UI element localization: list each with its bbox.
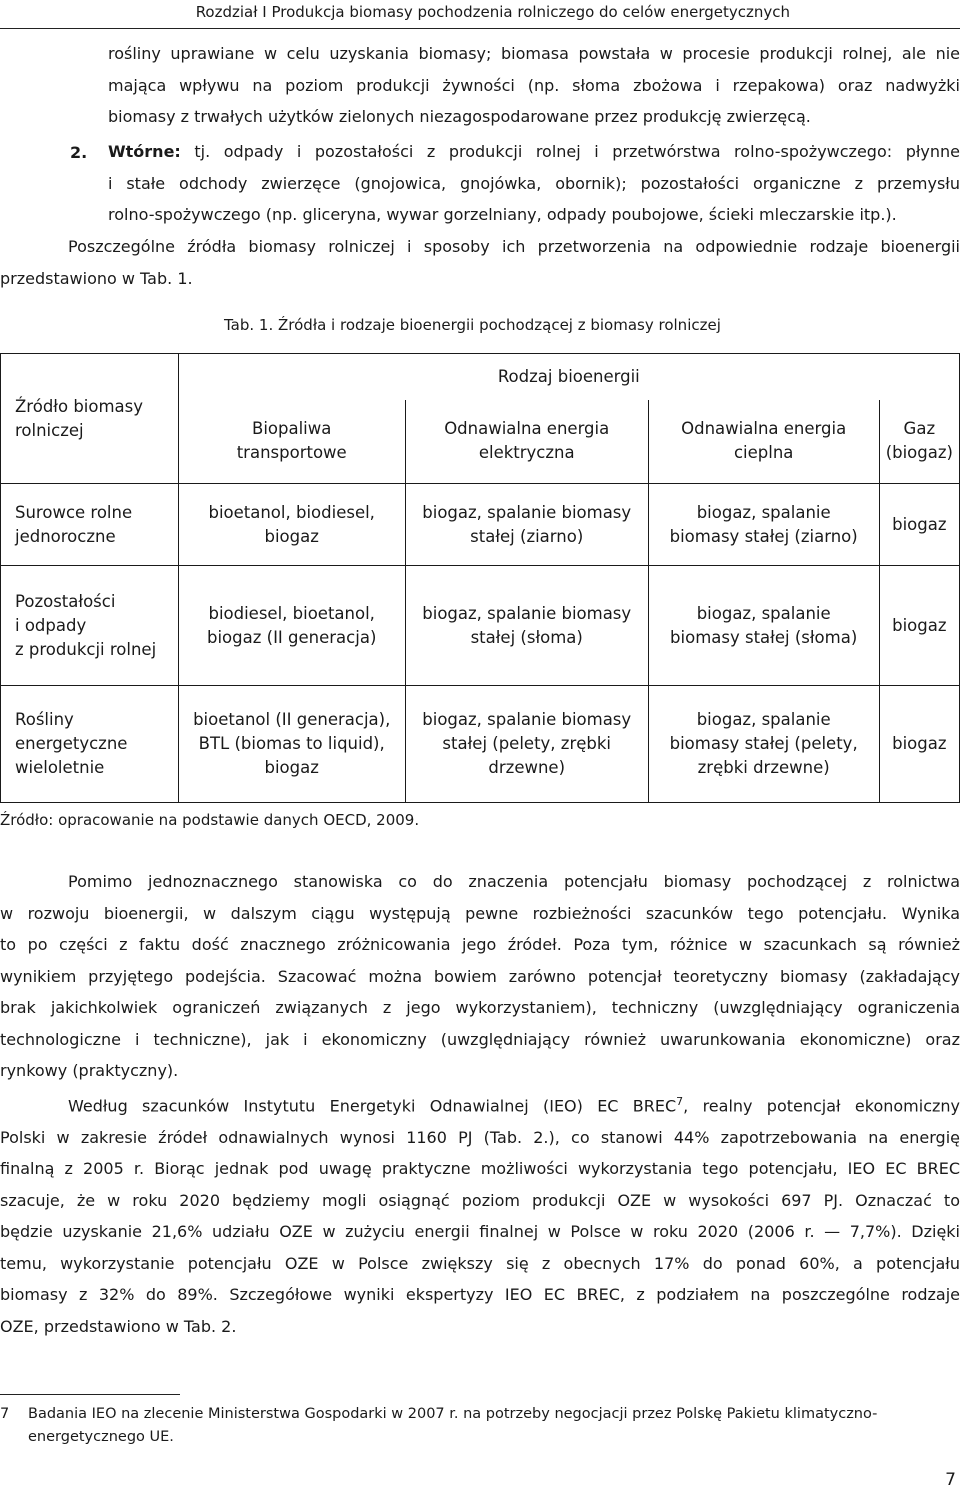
table-row (1, 686, 960, 803)
text-line: biomasy z trwałych użytków zielonych niezagospodarowane przez produkcję zwierzęcą. (108, 107, 811, 126)
list-item-primary (108, 38, 960, 133)
text-line: Pomimo jednoznacznego stanowiska co do znaczenia potencjału biomasy pochodzącej z rolnictwa (68, 872, 960, 891)
table-caption: Tab. 1. Źródła i rodzaje bioenergii pochodzącej z biomasy rolniczej (224, 316, 721, 334)
text-line: rynkowy (praktyczny). (0, 1061, 179, 1080)
text-line: przedstawiono w Tab. 1. (0, 268, 193, 288)
header-divider (0, 28, 960, 29)
row-source: Rośliny energetyczne wieloletnie (1, 686, 179, 803)
text-line: OZE, przedstawiono w Tab. 2. (0, 1316, 237, 1336)
table-cell: biogaz (879, 566, 959, 686)
table-cell: biogaz, spalanie biomasy stałej (ziarno) (648, 484, 879, 566)
text-line: temu, wykorzystanie potencjału OZE w Polsce zwiększy się z obecnych 17% do ponad 60%, a potencjału (0, 1253, 960, 1273)
paragraph-potential (0, 866, 960, 1087)
text-line: Według szacunków Instytutu Energetyki Odnawialnej (IEO) EC BREC$^7$, realny potencjał ekonomiczny (68, 1095, 960, 1116)
table-cell: biogaz (879, 686, 959, 803)
text-line: rośliny uprawiane w celu uzyskania biomasy; biomasa powstała w procesie produkcji rolnej, ale nie (108, 44, 960, 63)
header-column: Gaz (biogaz) (879, 400, 959, 484)
paragraph-summary (0, 231, 960, 294)
table-row (1, 484, 960, 566)
text-line: to po części z faktu dość znacznego zróżnicowania jego źródeł. Poza tym, różnice w szacunkach są również (0, 935, 960, 954)
table-cell: biogaz, spalanie biomasy stałej (pelety, zrębki drzewne) (405, 686, 648, 803)
header-column: Biopaliwa transportowe (178, 400, 405, 484)
header-column: Odnawialna energia cieplna (648, 400, 879, 484)
table-source-note: Źródło: opracowanie na podstawie danych OECD, 2009. (0, 811, 420, 829)
running-header: Rozdział I Produkcja biomasy pochodzenia rolniczego do celów energetycznych (195, 3, 790, 21)
table-row (1, 566, 960, 686)
text-line: w rozwoju bioenergii, w dalszym ciągu występują pewne rozbieżności szacunków tego potencjału. Wynika (0, 903, 960, 923)
text-line: rolno-spożywczego (np. gliceryna, wywar gorzelniany, odpady poubojowe, ścieki mleczarskie itp.). (108, 205, 897, 224)
text-line: Poszczególne źródła biomasy rolniczej i sposoby ich przetworzenia na odpowiednie rodzaje bioenergii (68, 237, 960, 256)
text-line: będzie uzyskanie 21,6% udziału OZE w zużyciu energii finalnej w Polsce w roku 2020 (2006 r. — 7,7%). Dzięki (0, 1222, 960, 1242)
text-line: Polski w zakresie źródeł odnawialnych wynosi 1160 PJ (Tab. 2.), co stanowi 44% zapotrzebowania na energię (0, 1127, 960, 1147)
footnote-divider (0, 1394, 180, 1395)
list-item-label: Wtórne: (108, 142, 181, 161)
text-line: finalną z 2005 r. Biorąc jednak pod uwagę praktyczne możliwości wykorzystania tego potencjału, IEO EC BREC (0, 1159, 960, 1179)
text-line: wynikiem przyjętego podejścia. Szacować można bowiem zarówno potencjał teoretyczny biomasy (zakładający (0, 966, 960, 986)
paragraph-ieo-estimates (0, 1086, 960, 1342)
footnote-number: 7 (0, 1406, 10, 1422)
text-line: tj. odpady i pozostałości z produkcji rolnej i przetwórstwa rolno-spożywczego: płynne (180, 142, 960, 161)
list-item-secondary (108, 136, 960, 231)
table-cell: bioetanol (II generacja), BTL (biomas to liquid), biogaz (178, 686, 405, 803)
text-line: szacuje, że w roku 2020 będziemy mogli osiągnąć poziom produkcji OZE w wysokości 697 PJ. Oznaczać to (0, 1190, 960, 1210)
row-source: Pozostałości i odpady z produkcji rolnej (1, 566, 179, 686)
footnote-reference: 7 (676, 1095, 684, 1108)
table-cell: biogaz, spalanie biomasy stałej (pelety, zrębki drzewne) (648, 686, 879, 803)
table-header-row (1, 354, 960, 400)
page-number: 7 (945, 1470, 956, 1490)
table-cell: biogaz, spalanie biomasy stałej (słoma) (405, 566, 648, 686)
table-cell: bioetanol, biodiesel, biogaz (178, 484, 405, 566)
footnote-text: Badania IEO na zlecenie Ministerstwa Gospodarki w 2007 r. na potrzeby negocjacji przez Polskę Pakietu klimatyczno- energetycznego UE. (28, 1406, 878, 1445)
bioenergy-table (0, 353, 960, 803)
table-cell: biodiesel, bioetanol, biogaz (II generacja) (178, 566, 405, 686)
row-source: Surowce rolne jednoroczne (1, 484, 179, 566)
text-line: technologiczne i techniczne), jak i ekonomiczny (uwzględniający również uwarunkowania ekonomiczne) oraz (0, 1029, 960, 1049)
table-cell: biogaz (879, 484, 959, 566)
text-line: brak jakichkolwiek ograniczeń związanych z jego wykorzystaniem), techniczny (uwzględniający ograniczenia (0, 998, 960, 1017)
table-cell: biogaz, spalanie biomasy stałej (ziarno) (405, 484, 648, 566)
list-number: 2. (70, 143, 88, 162)
header-source: Źródło biomasy rolniczej (1, 354, 179, 484)
table-cell: biogaz, spalanie biomasy stałej (słoma) (648, 566, 879, 686)
text-line: i stałe odchody zwierzęce (gnojowica, gnojówka, obornik); pozostałości organiczne z przemysłu (108, 173, 960, 193)
header-bioenergy-type: Rodzaj bioenergii (178, 354, 959, 400)
header-column: Odnawialna energia elektryczna (405, 400, 648, 484)
text-line: biomasy z 32% do 89%. Szczegółowe wyniki ekspertyzy IEO EC BREC, z podziałem na poszczególne rodzaje (0, 1285, 960, 1305)
text-line: mająca wpływu na poziom produkcji żywności (np. słoma zbożowa i rzepakowa) oraz nadwyżki (108, 75, 960, 95)
